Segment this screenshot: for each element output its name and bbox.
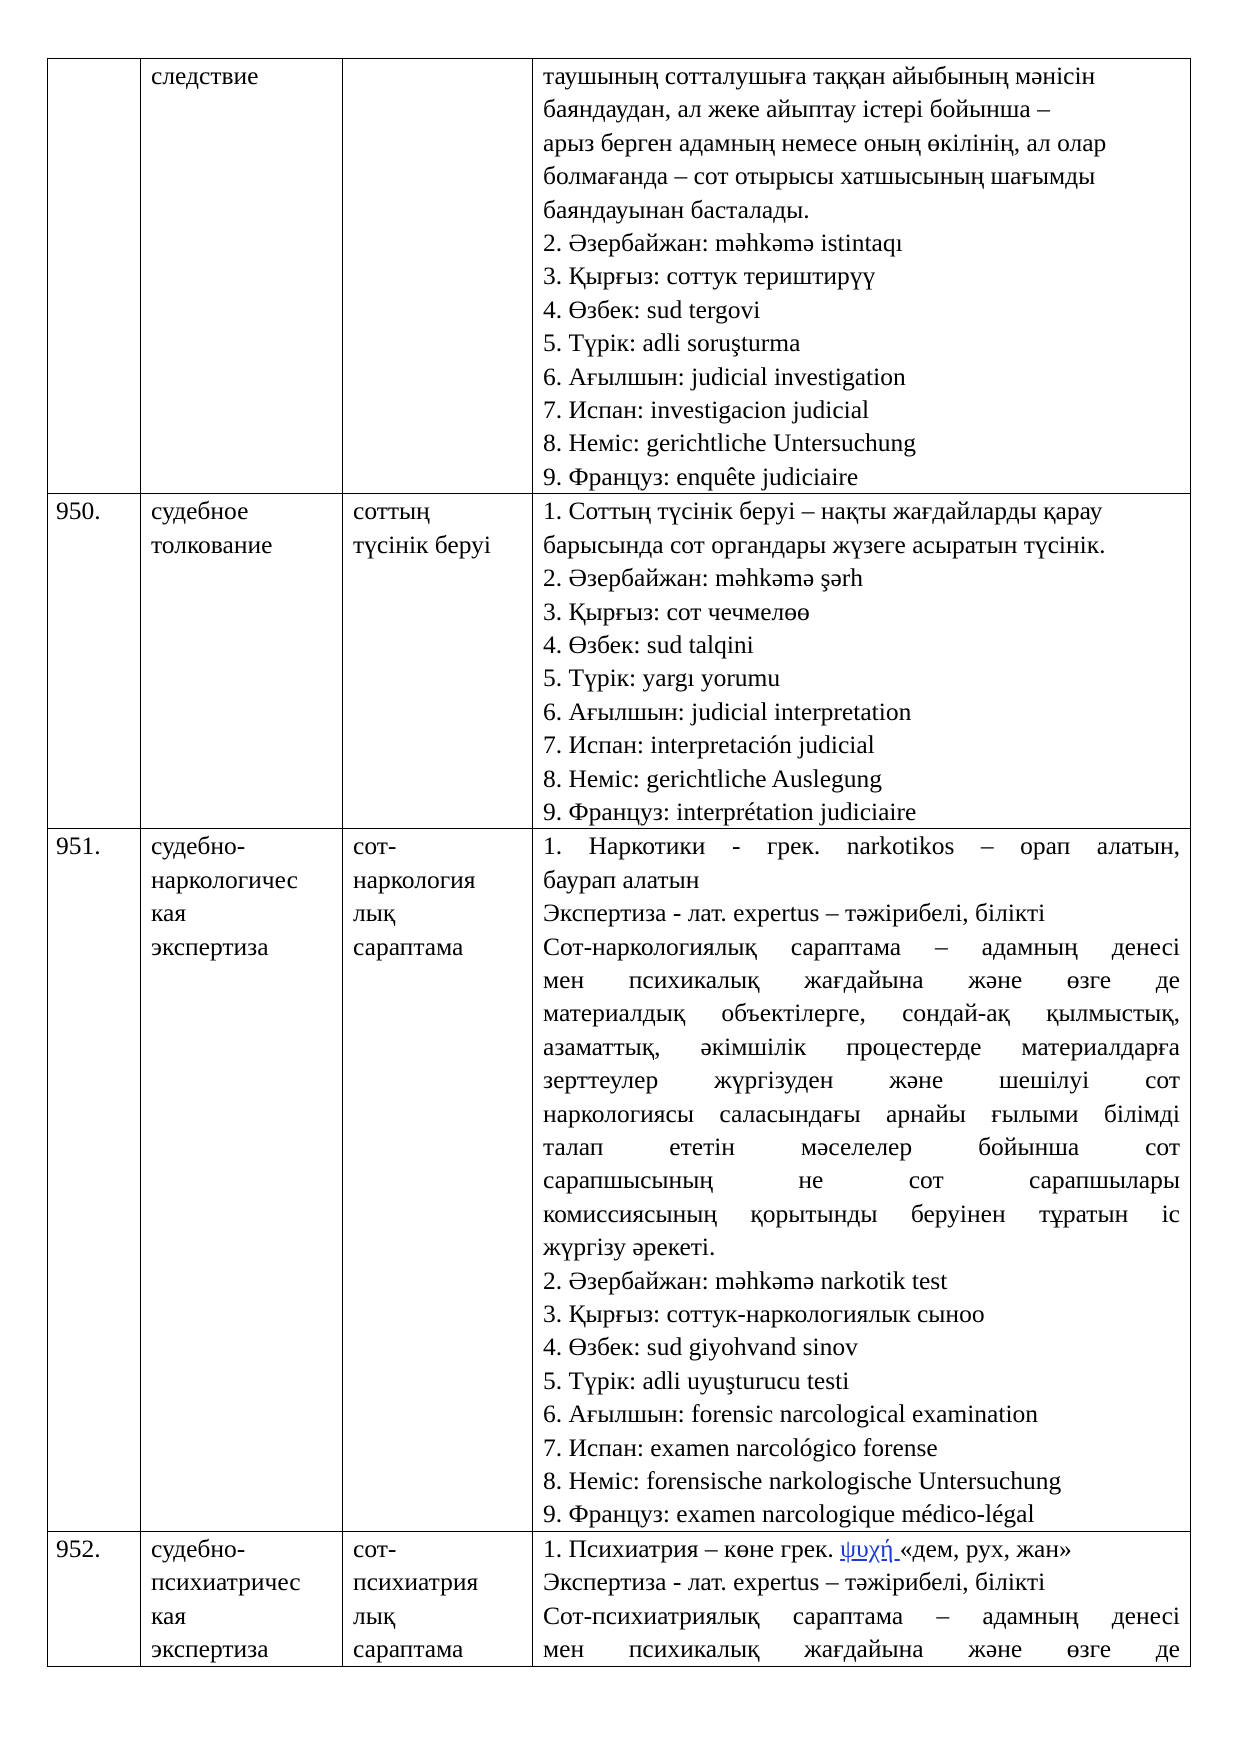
- russian-term: [141, 59, 343, 494]
- definition-line: азаматтық, әкімшілік процестерде материалдарға: [543, 1031, 1180, 1061]
- definition-line: 1. Соттың түсінік беруі – нақты жағдайларды қарау: [543, 496, 1103, 526]
- definition-cell: [533, 494, 1191, 829]
- translation-line: 3. Қырғыз: соттук териштирүү: [543, 261, 876, 291]
- translation-line: 9. Француз: examen narcologique médico-légal: [543, 1499, 1035, 1529]
- translation-line: 2. Әзербайжан: məhkəmə narkotik test: [543, 1265, 948, 1295]
- definition-cell: [533, 59, 1191, 494]
- kazakh-term-line: соттың: [353, 496, 430, 526]
- translation-line: 4. Өзбек: sud talqini: [543, 629, 754, 659]
- translation-line: 3. Қырғыз: сот чечмелөө: [543, 596, 810, 626]
- kazakh-term-line: сараптама: [353, 1634, 464, 1664]
- definition-line: мен психикалық жағдайына және өзге де: [543, 1634, 1180, 1664]
- definition-suffix: «дем, рух, жан»: [899, 1533, 1072, 1563]
- entry-number: 951.: [48, 829, 141, 1532]
- translation-line: 9. Француз: interprétation judiciaire: [543, 796, 917, 826]
- translation-line: 2. Әзербайжан: məhkəmə şərh: [543, 563, 864, 593]
- russian-term-line: наркологичес: [151, 864, 298, 894]
- russian-term-line: толкование: [151, 529, 273, 559]
- russian-term-line: судебно-: [151, 1533, 246, 1563]
- translation-line: 7. Испан: investigacion judicial: [543, 395, 870, 425]
- translation-line: 5. Түрік: adli soruşturma: [543, 328, 801, 358]
- definition-line: талап ететін мәселелер бойынша сот: [543, 1132, 1180, 1161]
- translation-line: 4. Өзбек: sud giyohvand sinov: [543, 1332, 858, 1362]
- translation-line: 6. Ағылшын: forensic narcological examination: [543, 1399, 1039, 1429]
- definition-cell: [533, 1531, 1191, 1666]
- kazakh-term-line: сот-: [353, 831, 397, 861]
- definition-cell: [533, 829, 1191, 1532]
- translation-line: 3. Қырғыз: соттук-наркологиялык сыноо: [543, 1299, 985, 1329]
- greek-word-link[interactable]: ψυχή: [840, 1533, 900, 1563]
- translation-line: 7. Испан: examen narcológico forense: [543, 1432, 938, 1462]
- definition-line: комиссиясының қорытынды беруінен тұратын іс: [543, 1198, 1180, 1228]
- kazakh-term-line: наркология: [353, 864, 476, 894]
- russian-term-line: кая: [151, 898, 187, 928]
- entry-number: 952.: [48, 1531, 141, 1666]
- definition-line: Сот-психиатриялық сараптама – адамның денесі: [543, 1600, 1180, 1630]
- russian-term-line: экспертиза: [151, 1634, 269, 1664]
- entry-number: 950.: [48, 494, 141, 829]
- definition-line: баяндауынан басталады.: [543, 194, 810, 224]
- translation-line: 5. Түрік: adli uyuşturucu testi: [543, 1365, 850, 1395]
- definition-line: зерттеулер жүргізуден және шешілуі сот: [543, 1065, 1180, 1095]
- definition-line: баурап алатын: [543, 864, 700, 894]
- kazakh-term: [343, 59, 533, 494]
- definition-line: материалдық объектілерге, сондай-ақ қылмыстық,: [543, 998, 1180, 1028]
- definition-line: наркологиясы саласындағы арнайы ғылыми білімді: [543, 1098, 1180, 1128]
- russian-term: [141, 829, 343, 1532]
- russian-term-line: следствие: [151, 61, 259, 90]
- kazakh-term-line: сот-: [353, 1533, 397, 1563]
- translation-line: 7. Испан: interpretación judicial: [543, 730, 875, 760]
- russian-term-line: судебное: [151, 496, 249, 526]
- kazakh-term: [343, 494, 533, 829]
- definition-line: сарапшысының не сот сарапшылары: [543, 1165, 1180, 1195]
- dictionary-table: [47, 58, 1191, 1667]
- translation-line: 6. Ағылшын: judicial investigation: [543, 361, 906, 391]
- translation-line: 6. Ағылшын: judicial interpretation: [543, 696, 912, 726]
- table-row: [48, 59, 1191, 494]
- definition-line: Экспертиза - лат. expertus – тәжірибелі, білікті: [543, 1567, 1046, 1597]
- definition-line: Экспертиза - лат. expertus – тәжірибелі, білікті: [543, 898, 1046, 928]
- table-row: [48, 1531, 1191, 1666]
- definition-line: [543, 1532, 1180, 1565]
- definition-line: арыз берген адамның немесе оның өкілінің, ал олар: [543, 127, 1107, 157]
- definition-line: баяндаудан, ал жеке айыптау істері бойынша –: [543, 94, 1050, 124]
- definition-line: Сот-наркологиялық сараптама – адамның денесі: [543, 931, 1180, 961]
- kazakh-term-line: сараптама: [353, 931, 464, 961]
- translation-line: 8. Неміс: forensische narkologische Untersuchung: [543, 1466, 1062, 1496]
- russian-term-line: судебно-: [151, 831, 246, 861]
- definition-line: мен психикалық жағдайына және өзге де: [543, 964, 1180, 994]
- russian-term: [141, 494, 343, 829]
- russian-term: [141, 1531, 343, 1666]
- definition-line: болмағанда – сот отырысы хатшысының шағымды: [543, 161, 1096, 191]
- translation-line: 5. Түрік: yargı yorumu: [543, 663, 781, 693]
- russian-term-line: кая: [151, 1600, 187, 1630]
- translation-line: 9. Француз: enquête judiciaire: [543, 461, 859, 491]
- kazakh-term: [343, 829, 533, 1532]
- translation-line: 2. Әзербайжан: məhkəmə istintaqı: [543, 228, 903, 258]
- definition-line: 1. Наркотики - грек. narkotikos – орап алатын,: [543, 831, 1180, 861]
- translation-line: 4. Өзбек: sud tergovi: [543, 294, 761, 324]
- translation-line: 8. Неміс: gerichtliche Auslegung: [543, 763, 883, 793]
- definition-line: таушының сотталушыға таққан айыбының мәнісін: [543, 61, 1096, 90]
- kazakh-term-line: лық: [353, 1600, 396, 1630]
- russian-term-line: экспертиза: [151, 931, 269, 961]
- table-row: [48, 494, 1191, 829]
- table-row: [48, 829, 1191, 1532]
- kazakh-term-line: психиатрия: [353, 1567, 479, 1597]
- kazakh-term-line: лық: [353, 898, 396, 928]
- russian-term-line: психиатричес: [151, 1567, 301, 1597]
- entry-number: [48, 59, 141, 494]
- definition-prefix: 1. Психиатрия – көне грек.: [543, 1533, 841, 1563]
- kazakh-term: [343, 1531, 533, 1666]
- translation-line: 8. Неміс: gerichtliche Untersuchung: [543, 428, 917, 458]
- definition-line: жүргізу әрекеті.: [543, 1232, 716, 1262]
- definition-line: барысында сот органдары жүзеге асыратын түсінік.: [543, 529, 1106, 559]
- kazakh-term-line: түсінік беруі: [353, 529, 491, 559]
